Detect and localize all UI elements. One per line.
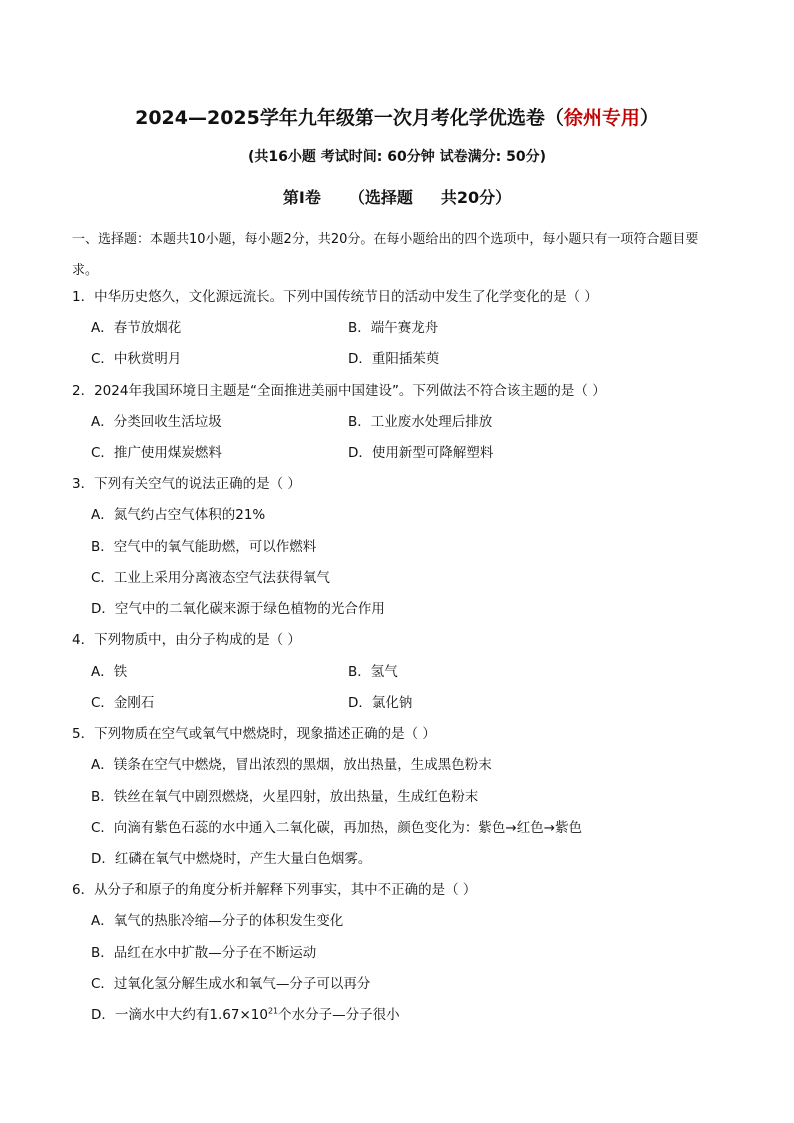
question-5-stem: 5．下列物质在空气或氧气中燃烧时，现象描述正确的是（ ） xyxy=(72,726,436,742)
question-1-stem: 1．中华历史悠久，文化源远流长。下列中国传统节日的活动中发生了化学变化的是（ ） xyxy=(72,289,598,305)
question-5-option-a: A．镁条在空气中燃烧，冒出浓烈的黑烟，放出热量，生成黑色粉末 xyxy=(91,757,492,773)
question-2-option-c: C．推广使用煤炭燃料 xyxy=(91,445,222,461)
section-instructions: 一、选择题：本题共10小题，每小题2分，共20分。在每小题给出的四个选项中，每小题只有一项符合题目要求。 xyxy=(72,232,699,278)
title-main: 2024—2025学年九年级第一次月考化学优选卷（ xyxy=(135,107,564,129)
section-part: 第Ⅰ卷 xyxy=(282,188,321,207)
question-6-stem: 6．从分子和原子的角度分析并解释下列事实，其中不正确的是（ ） xyxy=(72,882,477,898)
question-3-option-a: A．氮气约占空气体积的21% xyxy=(91,507,266,523)
exam-title xyxy=(0,104,794,132)
question-6-option-c: C．过氧化氢分解生成水和氧气—分子可以再分 xyxy=(91,976,371,992)
question-3-option-c: C．工业上采用分离液态空气法获得氧气 xyxy=(91,570,330,586)
question-4-option-a: A．铁 xyxy=(91,664,128,680)
question-4-option-d: D．氯化钠 xyxy=(348,695,413,711)
question-4-option-c: C．金刚石 xyxy=(91,695,155,711)
question-5-option-d: D．红磷在氧气中燃烧时，产生大量白色烟雾。 xyxy=(91,851,372,867)
section-heading xyxy=(0,185,794,208)
question-2-stem: 2．2024年我国环境日主题是“全面推进美丽中国建设”。下列做法不符合该主题的是（ ） xyxy=(72,383,606,399)
question-6-option-b: B．品红在水中扩散—分子在不断运动 xyxy=(91,945,317,961)
question-3-stem: 3．下列有关空气的说法正确的是（ ） xyxy=(72,476,301,492)
question-4-option-b: B．氢气 xyxy=(348,664,398,680)
question-1-option-b: B．端午赛龙舟 xyxy=(348,320,439,336)
question-6-option-d xyxy=(91,1005,400,1025)
question-2-option-d: D．使用新型可降解塑料 xyxy=(348,445,494,461)
exponent: 21 xyxy=(267,1006,279,1016)
question-1-option-c: C．中秋赏明月 xyxy=(91,351,182,367)
question-6-option-d-start: D．一滴水中大约有1.67×10 xyxy=(91,1007,268,1023)
exam-info: (共16小题 考试时间: 60分钟 试卷满分: 50分) xyxy=(248,149,546,165)
question-3-option-d: D．空气中的二氧化碳来源于绿色植物的光合作用 xyxy=(91,601,385,617)
question-1-option-a: A．春节放烟花 xyxy=(91,320,182,336)
question-4-stem: 4．下列物质中，由分子构成的是（ ） xyxy=(72,632,301,648)
question-2-option-b: B．工业废水处理后排放 xyxy=(348,414,493,430)
section-points: 共20分） xyxy=(440,188,512,207)
question-2-option-a: A．分类回收生活垃圾 xyxy=(91,414,222,430)
title-end: ） xyxy=(639,107,659,129)
question-5-option-b: B．铁丝在氧气中剧烈燃烧，火星四射，放出热量，生成红色粉末 xyxy=(91,789,479,805)
question-6-option-a: A．氧气的热胀冷缩—分子的体积发生变化 xyxy=(91,913,344,929)
question-1-option-d: D．重阳插茱萸 xyxy=(348,351,440,367)
question-5-option-c: C．向滴有紫色石蕊的水中通入二氧化碳，再加热，颜色变化为：紫色→红色→紫色 xyxy=(91,820,583,836)
title-region: 徐州专用 xyxy=(563,107,640,129)
question-3-option-b: B．空气中的氧气能助燃，可以作燃料 xyxy=(91,539,317,555)
section-type: （选择题 xyxy=(348,188,413,207)
question-6-option-d-end: 个水分子—分子很小 xyxy=(278,1007,400,1023)
